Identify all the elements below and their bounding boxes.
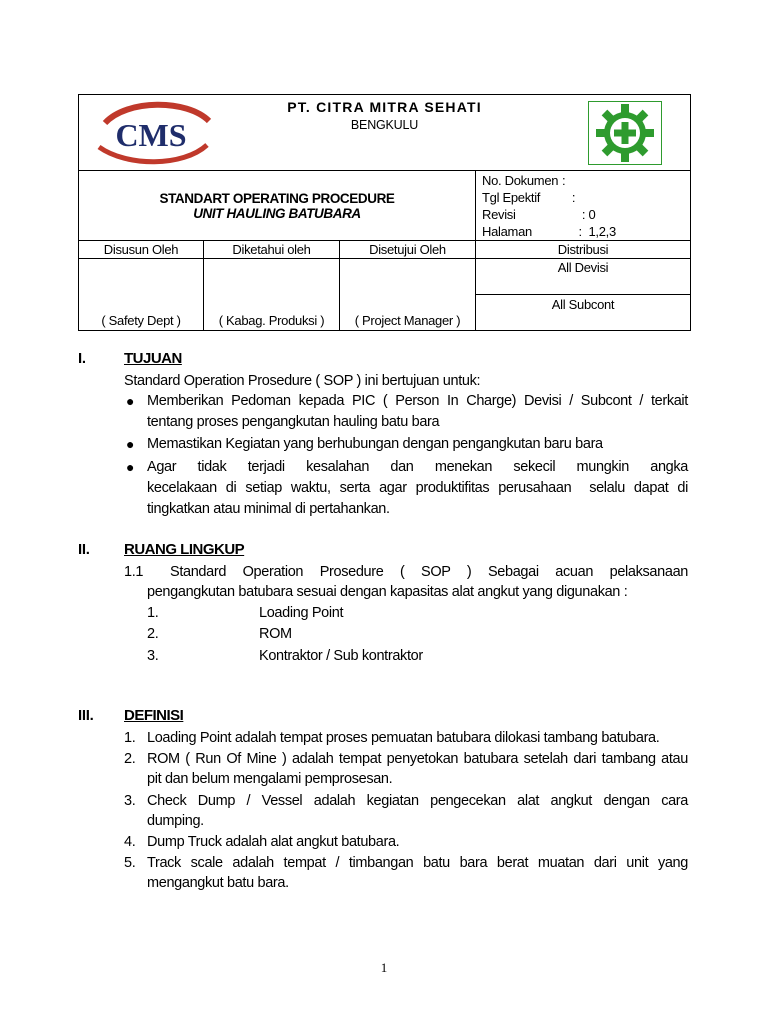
definisi-number: 1. xyxy=(124,730,136,746)
meta-row-revision: Revisi : 0 xyxy=(482,207,596,222)
ruang-item-line-2: pengangkutan batubara sesuai dengan kapasitas alat angkut yang digunakan : xyxy=(147,584,628,600)
sop-subtitle: UNIT HAULING BATUBARA xyxy=(193,205,361,221)
ruang-list-number: 3. xyxy=(147,648,159,664)
tujuan-bullet-1-line-1: Memberikan Pedoman kepada PIC ( Person In Charge) Devisi / Subcont / terkait xyxy=(147,393,688,409)
meta-row-document-no: No. Dokumen : xyxy=(482,173,566,188)
bullet-icon: ● xyxy=(126,436,135,452)
company-header-cell xyxy=(79,95,691,171)
definisi-item-5-line-2: mengangkut batu bara. xyxy=(147,875,289,891)
document-meta-cell xyxy=(476,171,691,241)
meta-row-effective-date: Tgl Epektif : xyxy=(482,190,576,205)
definisi-item-2-line-2: pit dan belum mengalami pemprosesan. xyxy=(147,771,393,787)
tujuan-bullet-3-line-2: kecelakaan di setiap waktu, serta agar produktifitas perusahaan selalu dapat di xyxy=(147,480,688,496)
definisi-item-4-line-1: Dump Truck adalah alat angkut batubara. xyxy=(147,834,400,850)
tujuan-intro: Standard Operation Prosedure ( SOP ) ini bertujuan untuk: xyxy=(124,373,481,389)
page-number: 1 xyxy=(380,960,388,975)
tujuan-bullet-3-line-1: Agar tidak terjadi kesalahan dan menekan sekecil mungkin angka xyxy=(147,459,688,475)
ruang-list-number: 1. xyxy=(147,605,159,621)
tujuan-bullet-1-line-2: tentang proses pengangkutan hauling batu bara xyxy=(147,414,440,430)
definisi-item-5-line-1: Track scale adalah tempat / timbangan batu bara berat muatan dari unit yang xyxy=(147,855,688,871)
document-header-table xyxy=(78,94,691,331)
definisi-item-1-line-1: Loading Point adalah tempat proses pemuatan batubara dilokasi tambang batubara. xyxy=(147,730,660,746)
definisi-number: 4. xyxy=(124,834,136,850)
bullet-icon: ● xyxy=(126,393,135,409)
signer-kabag-produksi: ( Kabag. Produksi ) xyxy=(204,259,340,331)
column-acknowledged-by: Diketahui oleh xyxy=(204,241,340,259)
definisi-item-2-line-1: ROM ( Run Of Mine ) adalah tempat penyetokan batubara setelah dari tambang atau xyxy=(147,751,688,767)
ruang-item-number: 1.1 xyxy=(124,564,144,580)
ruang-list-text: ROM xyxy=(259,626,292,642)
section-title-ruang-lingkup: RUANG LINGKUP xyxy=(124,541,245,558)
definisi-item-3-line-2: dumping. xyxy=(147,813,204,829)
column-prepared-by: Disusun Oleh xyxy=(79,241,204,259)
definisi-item-3-line-1: Check Dump / Vessel adalah kegiatan pengecekan alat angkut dengan cara xyxy=(147,793,688,809)
company-city: BENGKULU xyxy=(350,118,419,132)
ruang-list-text: Kontraktor / Sub kontraktor xyxy=(259,648,423,664)
distribution-all-subcont: All Subcont xyxy=(551,297,615,312)
safety-gear-icon xyxy=(588,101,662,165)
section-number-2: II. xyxy=(78,541,90,558)
tujuan-bullet-2-line-1: Memastikan Kegiatan yang berhubungan dengan pengangkutan baru bara xyxy=(147,436,603,452)
cms-logo xyxy=(87,101,215,165)
column-distribution: Distribusi xyxy=(476,241,691,259)
definisi-number: 5. xyxy=(124,855,136,871)
section-title-tujuan: TUJUAN xyxy=(124,350,182,367)
meta-row-pages: Halaman : 1,2,3 xyxy=(482,224,616,239)
section-title-definisi: DEFINISI xyxy=(124,707,184,724)
company-name: PT. CITRA MITRA SEHATI xyxy=(287,99,482,115)
column-approved-by: Disetujui Oleh xyxy=(340,241,476,259)
signer-safety-dept: ( Safety Dept ) xyxy=(79,259,204,331)
ruang-item-line-1: Standard Operation Prosedure ( SOP ) Sebagai acuan pelaksanaan xyxy=(170,564,688,580)
tujuan-bullet-3-line-3: tingkatkan atau minimal di pertahankan. xyxy=(147,501,390,517)
section-number-1: I. xyxy=(78,350,86,367)
ruang-list-text: Loading Point xyxy=(259,605,344,621)
ruang-list-number: 2. xyxy=(147,626,159,642)
distribution-all-devisi: All Devisi xyxy=(476,259,690,295)
signer-project-manager: ( Project Manager ) xyxy=(340,259,476,331)
sop-title: STANDART OPERATING PROCEDURE xyxy=(159,190,395,206)
bullet-icon: ● xyxy=(126,459,135,475)
section-number-3: III. xyxy=(78,707,94,724)
definisi-number: 2. xyxy=(124,751,136,767)
sop-title-cell xyxy=(79,171,476,241)
definisi-number: 3. xyxy=(124,793,136,809)
distribution-cell xyxy=(476,259,691,331)
logo-text: CMS xyxy=(115,117,187,153)
